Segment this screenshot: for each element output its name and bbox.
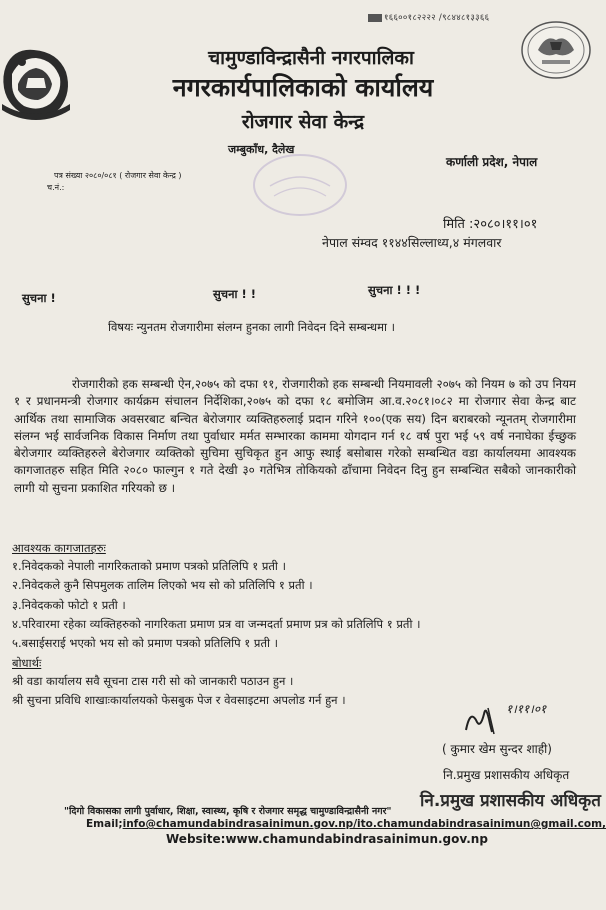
signature-date: १।११।०१ — [506, 702, 547, 716]
information-heading: बोधार्थः — [12, 656, 42, 670]
official-stamp: नि.प्रमुख प्रशासकीय अधिकृत — [420, 791, 601, 811]
faint-stamp-icon — [250, 150, 350, 220]
body-paragraph — [14, 376, 576, 497]
subject-line: विषयः न्युनतम रोजगारीमा संलग्न हुनका लागी निवेदन दिने सम्बन्धमा । — [108, 320, 395, 334]
municipality-name: चामुण्डाविन्द्रासैनी नगरपालिका — [208, 47, 414, 69]
notice-label: सुचना ! — [22, 291, 56, 305]
office-address: जम्बुकाँध, दैलेख — [228, 143, 295, 156]
document-item: २.निवेदकले कुनै सिपमुलक तालिम लिएको भय सो को प्रतिलिपि १ प्रती । — [12, 578, 313, 592]
information-item: श्री सुचना प्रविधि शाखाःकार्यालयको फेसबुक पेज र वेवसाइटमा अपलोड गर्न हुन । — [12, 693, 346, 707]
footer-email: Email;info@chamundabindrasainimun.gov.np/ito.chamundabindrasainimun@gmail.com, — [86, 818, 606, 830]
email-link[interactable]: info@chamundabindrasainimun.gov.np/ito.chamundabindrasainimun@gmail.com, — [122, 818, 606, 830]
signer-name: ( कुमार खेम सुन्दर शाही) — [442, 742, 552, 756]
province-name: कर्णाली प्रदेश, नेपाल — [446, 155, 538, 169]
notice-label: सुचना ! ! ! — [368, 283, 421, 297]
documents-heading: आवश्यक कागजातहरुः — [12, 541, 106, 555]
signer-title: नि.प्रमुख प्रशासकीय अधिकृत — [443, 768, 570, 782]
document-item: ३.निवेदकको फोटो १ प्रती । — [12, 598, 126, 612]
body-text: रोजगारीको हक सम्बन्धी ऐन,२०७५ को दफा ११, रोजगारीको हक सम्बन्धी नियमावली २०७५ को नियम ७ को उप नियम १ र प्रधानमन्त्री रोजगार कार्यक्रम संचालन निर्देशिका,२०७५ को दफा १८ बमोजिम आ.व.२०८१।०८२ मा रोजगार सेवा केन्द्र बाट आर्थिक तथा सामाजिक अवसरबाट बन्चित बेरोजगार व्यक्तिहरुलाई प्रदान गरिने १००(एक सय) दिन बराबरको न्यूनतम् रोजगारीमा संलग्न भई सार्वजनिक विकास निर्माण तथा पुर्वाधार मर्मत सम्भारका काममा योगदान गर्न १८ वर्ष पुरा भई ५९ वर्ष ननाघेका ईच्छुक बेरोजगार व्यक्तिहरुले बेरोजगार व्यक्तिको सुचिमा सुचिकृत हुन आफु स्थाई बसोबास गरेको सम्बन्धित वडा कार्यालयमा आवश्यक कागजातहरु सहित मिति २०८० फाल्गुन १ गते देखी ३० गतेभित्र तोकियको ढाँचामा निवेदन दिनु हुन सम्बन्धित सबैको जानकारीको लागी यो सुचना प्रकाशित गरियको छ । — [14, 377, 576, 495]
information-item: श्री वडा कार्यालय सवै सूचना टास गरी सो को जानकारी पठाउन हुन । — [12, 674, 294, 688]
footer-slogan: "दिगो विकासका लागी पुर्वाधार, शिक्षा, स्वास्थ्य, कृषि र रोजगार समृद्ध चामुण्डाविन्द्रासैनी नगर" — [64, 806, 392, 817]
reference-number: पत्र संख्या २०८०/०८१ ( रोजगार सेवा केन्द्र ) — [54, 171, 182, 180]
phone-numbers: १६६००१८२२२२ /९८४४८१३३६६ — [368, 12, 489, 23]
document-item: १.निवेदकको नेपाली नागरिकताको प्रमाण पत्रको प्रतिलिपि १ प्रती । — [12, 559, 286, 573]
document-item: ४.परिवारमा रहेका व्यक्तिहरुको नागरिकता प्रमाण प्रत्र वा जन्मदर्ता प्रमाण प्रत्र को प्रतिलिपि १ प्रती । — [12, 617, 421, 631]
notice-label: सुचना ! ! — [213, 287, 256, 301]
dispatch-number: च.नं.: — [47, 183, 65, 192]
footer-website[interactable]: Website:www.chamundabindrasainimun.gov.np — [166, 832, 488, 846]
center-title: रोजगार सेवा केन्द्र — [241, 111, 365, 133]
nepal-sambat-date: नेपाल संम्वद ११४४सिल्लाध्य,४ मंगलवार — [322, 235, 502, 250]
document-item: ५.बसाईसराई भएको भय सो को प्रमाण पत्रको प्रतिलिपि १ प्रती । — [12, 636, 279, 650]
date-line: मिति :२०८०।११।०१ — [443, 217, 538, 232]
office-title: नगरकार्यपालिकाको कार्यालय — [172, 73, 434, 102]
redaction-mark — [368, 14, 382, 22]
